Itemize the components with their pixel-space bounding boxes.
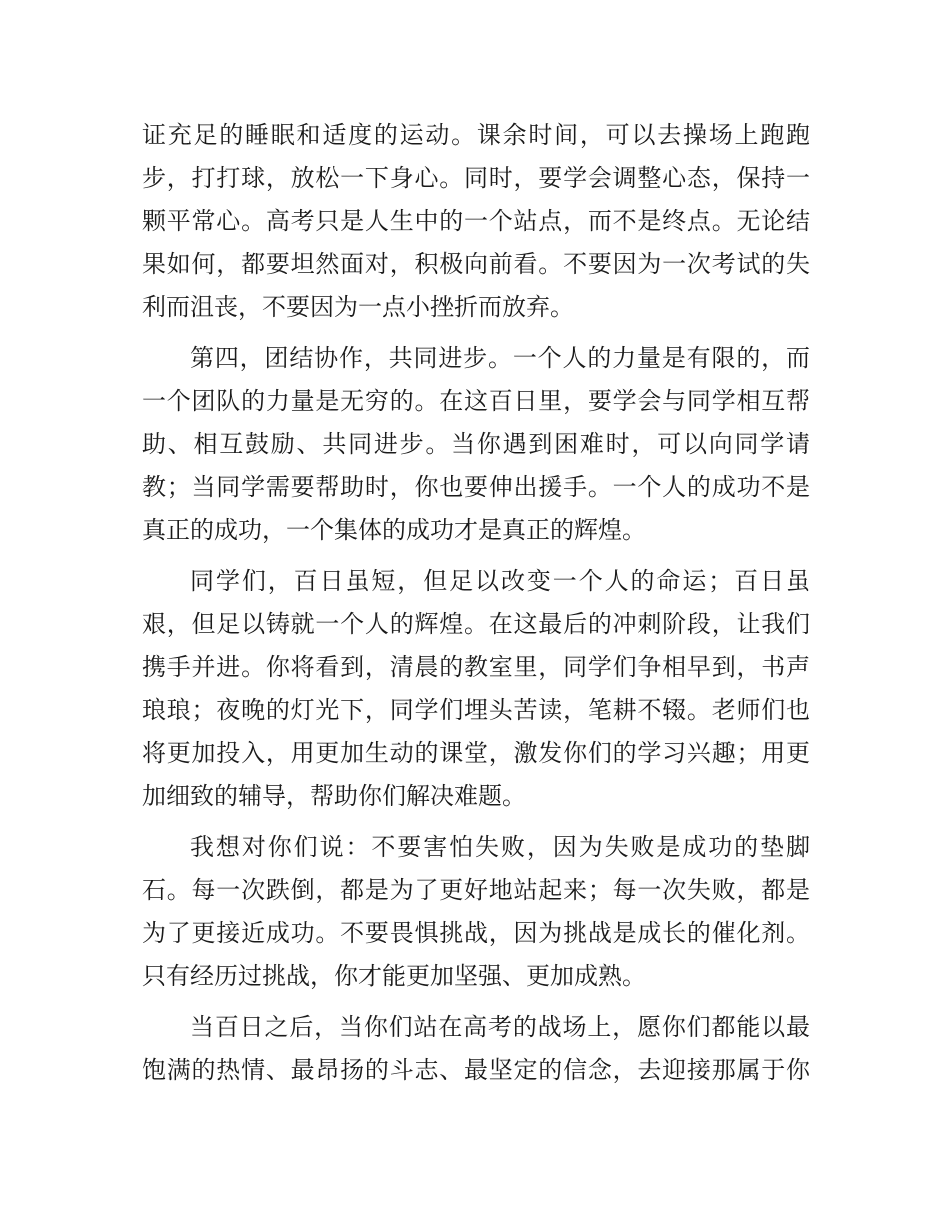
text-line: 将更加投入，用更加生动的课堂，激发你们的学习兴趣；用更 bbox=[142, 739, 810, 767]
text-line: 证充足的睡眠和适度的运动。课余时间，可以去操场上跑跑 bbox=[142, 121, 810, 149]
paragraph-2 bbox=[142, 337, 810, 552]
text-line: 当百日之后，当你们站在高考的战场上，愿你们都能以最 bbox=[190, 1013, 810, 1041]
text-line: 艰，但足以铸就一个人的辉煌。在这最后的冲刺阶段，让我们 bbox=[142, 610, 810, 638]
paragraph-3 bbox=[142, 560, 810, 818]
text-line: 真正的成功，一个集体的成功才是真正的辉煌。 bbox=[142, 516, 646, 544]
paragraph-4 bbox=[142, 826, 810, 998]
paragraph-1 bbox=[142, 114, 810, 329]
text-line: 一个团队的力量是无穷的。在这百日里，要学会与同学相互帮 bbox=[142, 387, 810, 415]
text-line: 利而沮丧，不要因为一点小挫折而放弃。 bbox=[142, 293, 574, 321]
text-line: 饱满的热情、最昂扬的斗志、最坚定的信念，去迎接那属于你 bbox=[142, 1056, 810, 1084]
text-line: 教；当同学需要帮助时，你也要伸出援手。一个人的成功不是 bbox=[142, 473, 810, 501]
text-line: 第四，团结协作，共同进步。一个人的力量是有限的，而 bbox=[190, 344, 810, 372]
paragraph-5 bbox=[142, 1006, 810, 1092]
text-line: 助、相互鼓励、共同进步。当你遇到困难时，可以向同学请 bbox=[142, 430, 810, 458]
text-line: 果如何，都要坦然面对，积极向前看。不要因为一次考试的失 bbox=[142, 250, 810, 278]
text-line: 我想对你们说：不要害怕失败，因为失败是成功的垫脚 bbox=[190, 833, 810, 861]
text-line: 步，打打球，放松一下身心。同时，要学会调整心态，保持一 bbox=[142, 164, 810, 192]
text-line: 石。每一次跌倒，都是为了更好地站起来；每一次失败，都是 bbox=[142, 876, 810, 904]
text-line: 同学们，百日虽短，但足以改变一个人的命运；百日虽 bbox=[190, 567, 810, 595]
text-line: 琅琅；夜晚的灯光下，同学们埋头苦读，笔耕不辍。老师们也 bbox=[142, 696, 810, 724]
text-line: 只有经历过挑战，你才能更加坚强、更加成熟。 bbox=[142, 962, 646, 990]
text-line: 为了更接近成功。不要畏惧挑战，因为挑战是成长的催化剂。 bbox=[142, 919, 810, 947]
text-line: 携手并进。你将看到，清晨的教室里，同学们争相早到，书声 bbox=[142, 653, 810, 681]
text-line: 颗平常心。高考只是人生中的一个站点，而不是终点。无论结 bbox=[142, 207, 810, 235]
text-line: 加细致的辅导，帮助你们解决难题。 bbox=[142, 782, 526, 810]
document-body bbox=[142, 114, 810, 1092]
